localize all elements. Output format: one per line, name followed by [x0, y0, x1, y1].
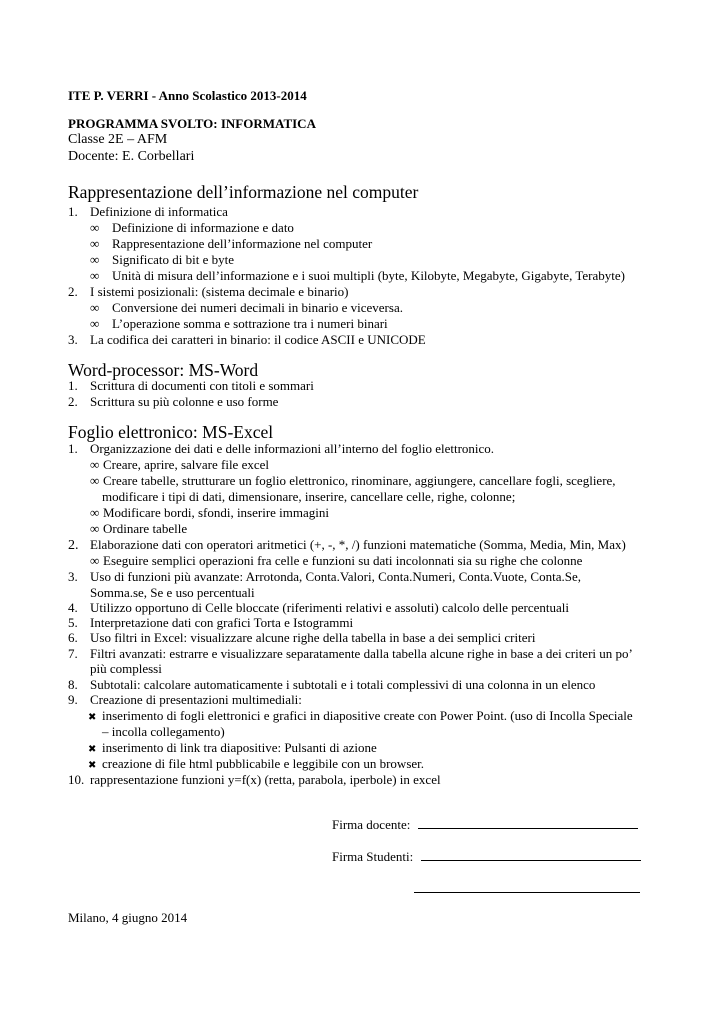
sub-list-item: ∞ Ordinare tabelle — [90, 521, 188, 536]
sub-list-item: ✖ creazione di file html pubblicabile e leggibile con un browser. — [88, 756, 424, 774]
infinity-bullet-icon: ∞ — [90, 457, 100, 472]
sub-list-item: ✖ inserimento di fogli elettronici e grafici in diapositive create con Power Point. (uso di Incolla Speciale — [88, 708, 633, 726]
signature-line — [421, 848, 641, 861]
teacher-label: Docente: E. Corbellari — [68, 149, 195, 164]
infinity-bullet-icon: ∞ — [90, 473, 100, 488]
list-item: 1. Organizzazione dei dati e delle informazioni all’interno del foglio elettronico. — [68, 441, 495, 456]
sub-list-item: ∞ Rappresentazione dell’informazione nel computer — [90, 236, 373, 251]
infinity-bullet-icon: ∞ — [90, 505, 100, 520]
list-item: 1. Scrittura di documenti con titoli e sommari — [68, 378, 314, 393]
x-mark-bullet-icon: ✖ — [88, 712, 97, 723]
section-title-word: Word-processor: MS-Word — [68, 360, 259, 380]
infinity-bullet-icon: ∞ — [90, 220, 100, 235]
infinity-bullet-icon: ∞ — [90, 316, 100, 331]
list-item-continuation: più complessi — [90, 661, 162, 676]
school-year-heading: ITE P. VERRI - Anno Scolastico 2013-2014 — [68, 88, 307, 103]
signature-teacher: Firma docente: — [332, 816, 638, 833]
list-item: 9. Creazione di presentazioni multimediali: — [68, 692, 302, 707]
sub-list-item: ✖ inserimento di link tra diapositive: Pulsanti di azione — [88, 740, 377, 758]
list-item: 2. Elaborazione dati con operatori aritmetici (+, -, *, /) funzioni matematiche (Somma, Media, Min, Max) — [68, 537, 626, 553]
list-item: 8. Subtotali: calcolare automaticamente i subtotali e i totali complessivi di una colonna in un elenco — [68, 677, 596, 692]
list-item: 7. Filtri avanzati: estrarre e visualizzare separatamente dalla tabella alcune righe in base a dei criteri un po’ — [68, 646, 633, 661]
sub-list-item: ∞ Eseguire semplici operazioni fra celle e funzioni su dati incolonnati sia su righe che colonne — [90, 553, 583, 568]
sub-list-item: ∞ Conversione dei numeri decimali in binario e viceversa. — [90, 300, 403, 315]
infinity-bullet-icon: ∞ — [90, 553, 100, 568]
signature-line — [418, 816, 638, 829]
x-mark-bullet-icon: ✖ — [88, 760, 97, 771]
sub-list-item: ∞ Definizione di informazione e dato — [90, 220, 294, 235]
sub-list-item: ∞ L’operazione somma e sottrazione tra i numeri binari — [90, 316, 388, 331]
sub-list-item: ∞ Modificare bordi, sfondi, inserire immagini — [90, 505, 330, 520]
sub-list-item-continuation: modificare i tipi di dati, dimensionare, inserire, cancellare celle, righe, colonne; — [102, 489, 516, 504]
place-date: Milano, 4 giugno 2014 — [68, 910, 188, 925]
sub-list-item-continuation: – incolla collegamento) — [102, 724, 225, 739]
infinity-bullet-icon: ∞ — [90, 252, 100, 267]
infinity-bullet-icon: ∞ — [90, 300, 100, 315]
signature-line-extra — [414, 880, 640, 893]
list-item: 3. Uso di funzioni più avanzate: Arrotonda, Conta.Valori, Conta.Numeri, Conta.Vuote, Conta.Se, — [68, 569, 581, 584]
list-item: 2. Scrittura su più colonne e uso forme — [68, 394, 279, 409]
list-item: 3. La codifica dei caratteri in binario: il codice ASCII e UNICODE — [68, 332, 426, 347]
x-mark-bullet-icon: ✖ — [88, 744, 97, 755]
section-title-rappresentazione: Rappresentazione dell’informazione nel computer — [68, 182, 419, 202]
list-item: 1. Definizione di informatica — [68, 204, 228, 219]
list-item: 10. rappresentazione funzioni y=f(x) (retta, parabola, iperbole) in excel — [68, 772, 441, 787]
section-title-excel: Foglio elettronico: MS-Excel — [68, 422, 274, 442]
list-item: 6. Uso filtri in Excel: visualizzare alcune righe della tabella in base a dei semplici criteri — [68, 630, 536, 645]
infinity-bullet-icon: ∞ — [90, 521, 100, 536]
sub-list-item: ∞ Unità di misura dell’informazione e i suoi multipli (byte, Kilobyte, Megabyte, Gigabyte, Terabyte) — [90, 268, 625, 283]
sub-list-item: ∞ Creare, aprire, salvare file excel — [90, 457, 270, 472]
list-item-continuation: Somma.se, Se e uso percentuali — [90, 585, 255, 600]
infinity-bullet-icon: ∞ — [90, 268, 100, 283]
sub-list-item: ∞ Significato di bit e byte — [90, 252, 235, 267]
sub-list-item: ∞ Creare tabelle, strutturare un foglio elettronico, rinominare, aggiungere, cancellare fogli, scegliere, — [90, 473, 616, 488]
class-label: Classe 2E – AFM — [68, 132, 168, 147]
list-item: 5. Interpretazione dati con grafici Torta e Istogrammi — [68, 615, 354, 630]
list-item: 4. Utilizzo opportuno di Celle bloccate (riferimenti relativi e assoluti) calcolo delle percentuali — [68, 600, 570, 615]
signature-students: Firma Studenti: — [332, 848, 641, 865]
program-title: PROGRAMMA SVOLTO: INFORMATICA — [68, 116, 316, 131]
list-item: 2. I sistemi posizionali: (sistema decimale e binario) — [68, 284, 349, 299]
infinity-bullet-icon: ∞ — [90, 236, 100, 251]
